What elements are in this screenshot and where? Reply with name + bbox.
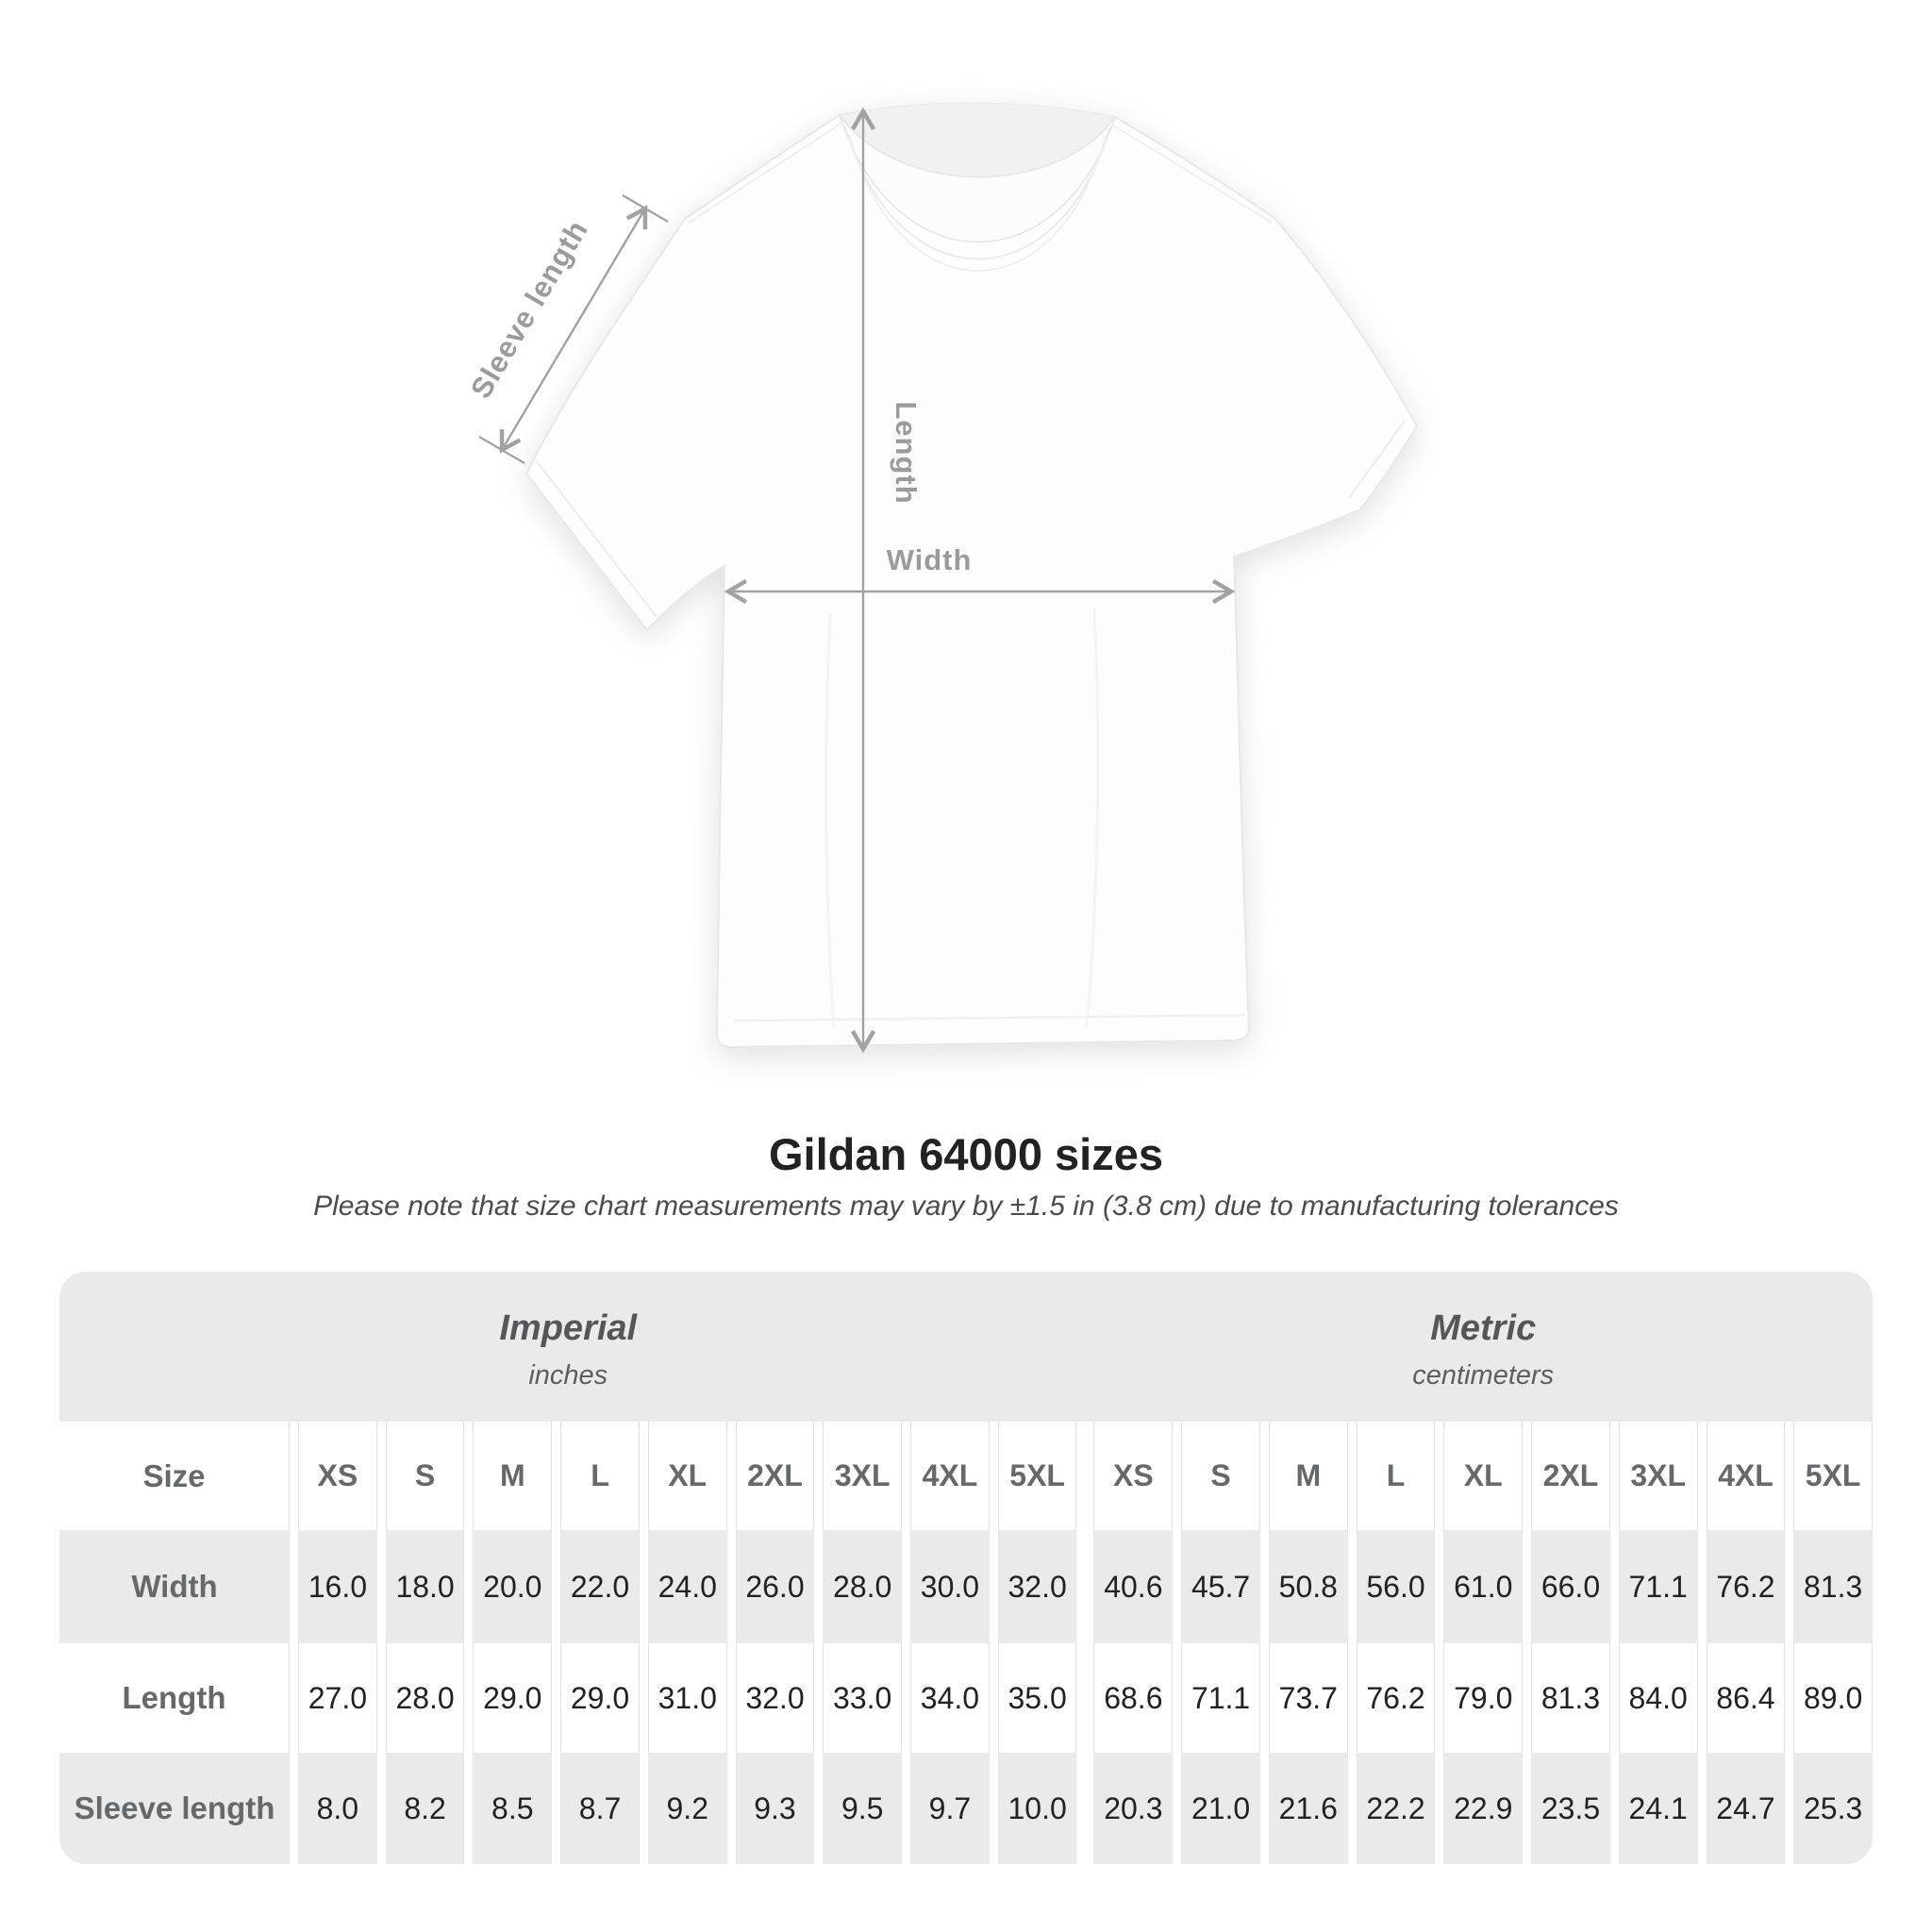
cell-width-metric-3xl: 71.1 — [1619, 1530, 1698, 1643]
sleeve-arrow-tick-top — [623, 195, 668, 222]
col-header-imperial-xs: XS — [298, 1422, 377, 1530]
col-header-metric-5xl: 5XL — [1793, 1422, 1873, 1530]
cell-sleeve-length-metric-3xl: 24.1 — [1619, 1753, 1698, 1864]
col-header-imperial-xl: XL — [648, 1422, 727, 1530]
col-header-metric-s: S — [1181, 1422, 1260, 1530]
cell-sleeve-length-imperial-3xl: 9.5 — [823, 1753, 902, 1864]
cell-sleeve-length-imperial-4xl: 9.7 — [910, 1753, 990, 1864]
cell-length-imperial-l: 29.0 — [560, 1643, 640, 1753]
cell-width-imperial-l: 22.0 — [560, 1530, 640, 1643]
table-row-sleeve-length — [59, 1753, 1873, 1864]
tolerance-note: Please note that size chart measurements may vary by ±1.5 in (3.8 cm) due to manufacturing tolerances — [313, 1191, 1619, 1222]
metric-units: centimeters — [1412, 1359, 1555, 1391]
cell-width-imperial-s: 18.0 — [386, 1530, 465, 1643]
cell-sleeve-length-imperial-xl: 9.2 — [648, 1753, 727, 1864]
cell-length-imperial-s: 28.0 — [386, 1643, 465, 1753]
col-header-imperial-3xl: 3XL — [823, 1422, 902, 1530]
cell-width-metric-xs: 40.6 — [1093, 1530, 1173, 1643]
page-title: Gildan 64000 sizes — [768, 1129, 1164, 1179]
cell-sleeve-length-metric-l: 22.2 — [1357, 1753, 1436, 1864]
cell-length-imperial-m: 29.0 — [473, 1643, 552, 1753]
col-header-imperial-5xl: 5XL — [998, 1422, 1077, 1530]
row-label-width: Width — [59, 1530, 290, 1643]
cell-sleeve-length-imperial-m: 8.5 — [473, 1753, 552, 1864]
cell-sleeve-length-metric-m: 21.6 — [1269, 1753, 1348, 1864]
cell-width-metric-s: 45.7 — [1181, 1530, 1260, 1643]
cell-sleeve-length-metric-5xl: 25.3 — [1793, 1753, 1873, 1864]
col-header-imperial-4xl: 4XL — [910, 1422, 990, 1530]
col-header-imperial-l: L — [560, 1422, 640, 1530]
cell-width-metric-xl: 61.0 — [1443, 1530, 1523, 1643]
cell-width-imperial-xl: 24.0 — [648, 1530, 727, 1643]
col-header-metric-l: L — [1357, 1422, 1436, 1530]
cell-sleeve-length-metric-2xl: 23.5 — [1531, 1753, 1610, 1864]
cell-width-metric-5xl: 81.3 — [1793, 1530, 1873, 1643]
col-header-metric-xs: XS — [1093, 1422, 1173, 1530]
table-row-width — [59, 1530, 1873, 1643]
imperial-label: Imperial — [499, 1307, 638, 1348]
cell-length-imperial-5xl: 35.0 — [998, 1643, 1077, 1753]
cell-width-metric-l: 56.0 — [1357, 1530, 1436, 1643]
cell-length-metric-3xl: 84.0 — [1619, 1643, 1698, 1753]
col-header-metric-xl: XL — [1443, 1422, 1523, 1530]
cell-length-metric-4xl: 86.4 — [1707, 1643, 1786, 1753]
size-chart-table — [59, 1272, 1873, 1864]
cell-length-imperial-2xl: 32.0 — [736, 1643, 815, 1753]
cell-width-metric-m: 50.8 — [1269, 1530, 1348, 1643]
metric-label: Metric — [1430, 1307, 1537, 1348]
corner-header-size: Size — [59, 1422, 290, 1530]
cell-width-imperial-4xl: 30.0 — [910, 1530, 990, 1643]
cell-length-metric-xl: 79.0 — [1443, 1643, 1523, 1753]
table-header-row — [59, 1422, 1873, 1530]
cell-length-imperial-xl: 31.0 — [648, 1643, 727, 1753]
cell-width-metric-2xl: 66.0 — [1531, 1530, 1610, 1643]
imperial-group-header — [59, 1272, 1077, 1422]
col-header-metric-4xl: 4XL — [1707, 1422, 1786, 1530]
cell-length-metric-2xl: 81.3 — [1531, 1643, 1610, 1753]
width-label: Width — [886, 543, 973, 576]
col-header-imperial-m: M — [473, 1422, 552, 1530]
cell-width-imperial-2xl: 26.0 — [736, 1530, 815, 1643]
cell-sleeve-length-imperial-s: 8.2 — [386, 1753, 465, 1864]
cell-sleeve-length-metric-4xl: 24.7 — [1707, 1753, 1786, 1864]
col-header-metric-3xl: 3XL — [1619, 1422, 1698, 1530]
cell-sleeve-length-imperial-5xl: 10.0 — [998, 1753, 1077, 1864]
table-row-length — [59, 1643, 1873, 1753]
col-header-imperial-s: S — [386, 1422, 465, 1530]
sleeve-length-label: Sleeve length — [463, 214, 595, 405]
cell-sleeve-length-imperial-l: 8.7 — [560, 1753, 640, 1864]
metric-group-header — [1094, 1272, 1874, 1422]
length-label: Length — [890, 401, 923, 505]
sleeve-arrow-tick-bottom — [479, 437, 525, 463]
col-header-metric-2xl: 2XL — [1531, 1422, 1610, 1530]
row-label-sleeve-length: Sleeve length — [59, 1753, 290, 1864]
cell-sleeve-length-imperial-xs: 8.0 — [298, 1753, 377, 1864]
cell-length-imperial-xs: 27.0 — [298, 1643, 377, 1753]
unit-system-band — [59, 1272, 1873, 1422]
cell-sleeve-length-metric-xs: 20.3 — [1093, 1753, 1173, 1864]
cell-width-imperial-xs: 16.0 — [298, 1530, 377, 1643]
cell-length-metric-s: 71.1 — [1181, 1643, 1260, 1753]
imperial-units: inches — [528, 1359, 608, 1391]
cell-length-metric-xs: 68.6 — [1093, 1643, 1173, 1753]
cell-sleeve-length-metric-s: 21.0 — [1181, 1753, 1260, 1864]
cell-length-metric-l: 76.2 — [1357, 1643, 1436, 1753]
col-header-imperial-2xl: 2XL — [736, 1422, 815, 1530]
cell-width-imperial-m: 20.0 — [473, 1530, 552, 1643]
cell-width-metric-4xl: 76.2 — [1707, 1530, 1786, 1643]
cell-sleeve-length-imperial-2xl: 9.3 — [736, 1753, 815, 1864]
cell-width-imperial-3xl: 28.0 — [823, 1530, 902, 1643]
col-header-metric-m: M — [1269, 1422, 1348, 1530]
cell-length-metric-5xl: 89.0 — [1793, 1643, 1873, 1753]
cell-length-imperial-4xl: 34.0 — [910, 1643, 990, 1753]
cell-sleeve-length-metric-xl: 22.9 — [1443, 1753, 1523, 1864]
cell-length-metric-m: 73.7 — [1269, 1643, 1348, 1753]
cell-width-imperial-5xl: 32.0 — [998, 1530, 1077, 1643]
row-label-length: Length — [59, 1643, 290, 1753]
cell-length-imperial-3xl: 33.0 — [823, 1643, 902, 1753]
